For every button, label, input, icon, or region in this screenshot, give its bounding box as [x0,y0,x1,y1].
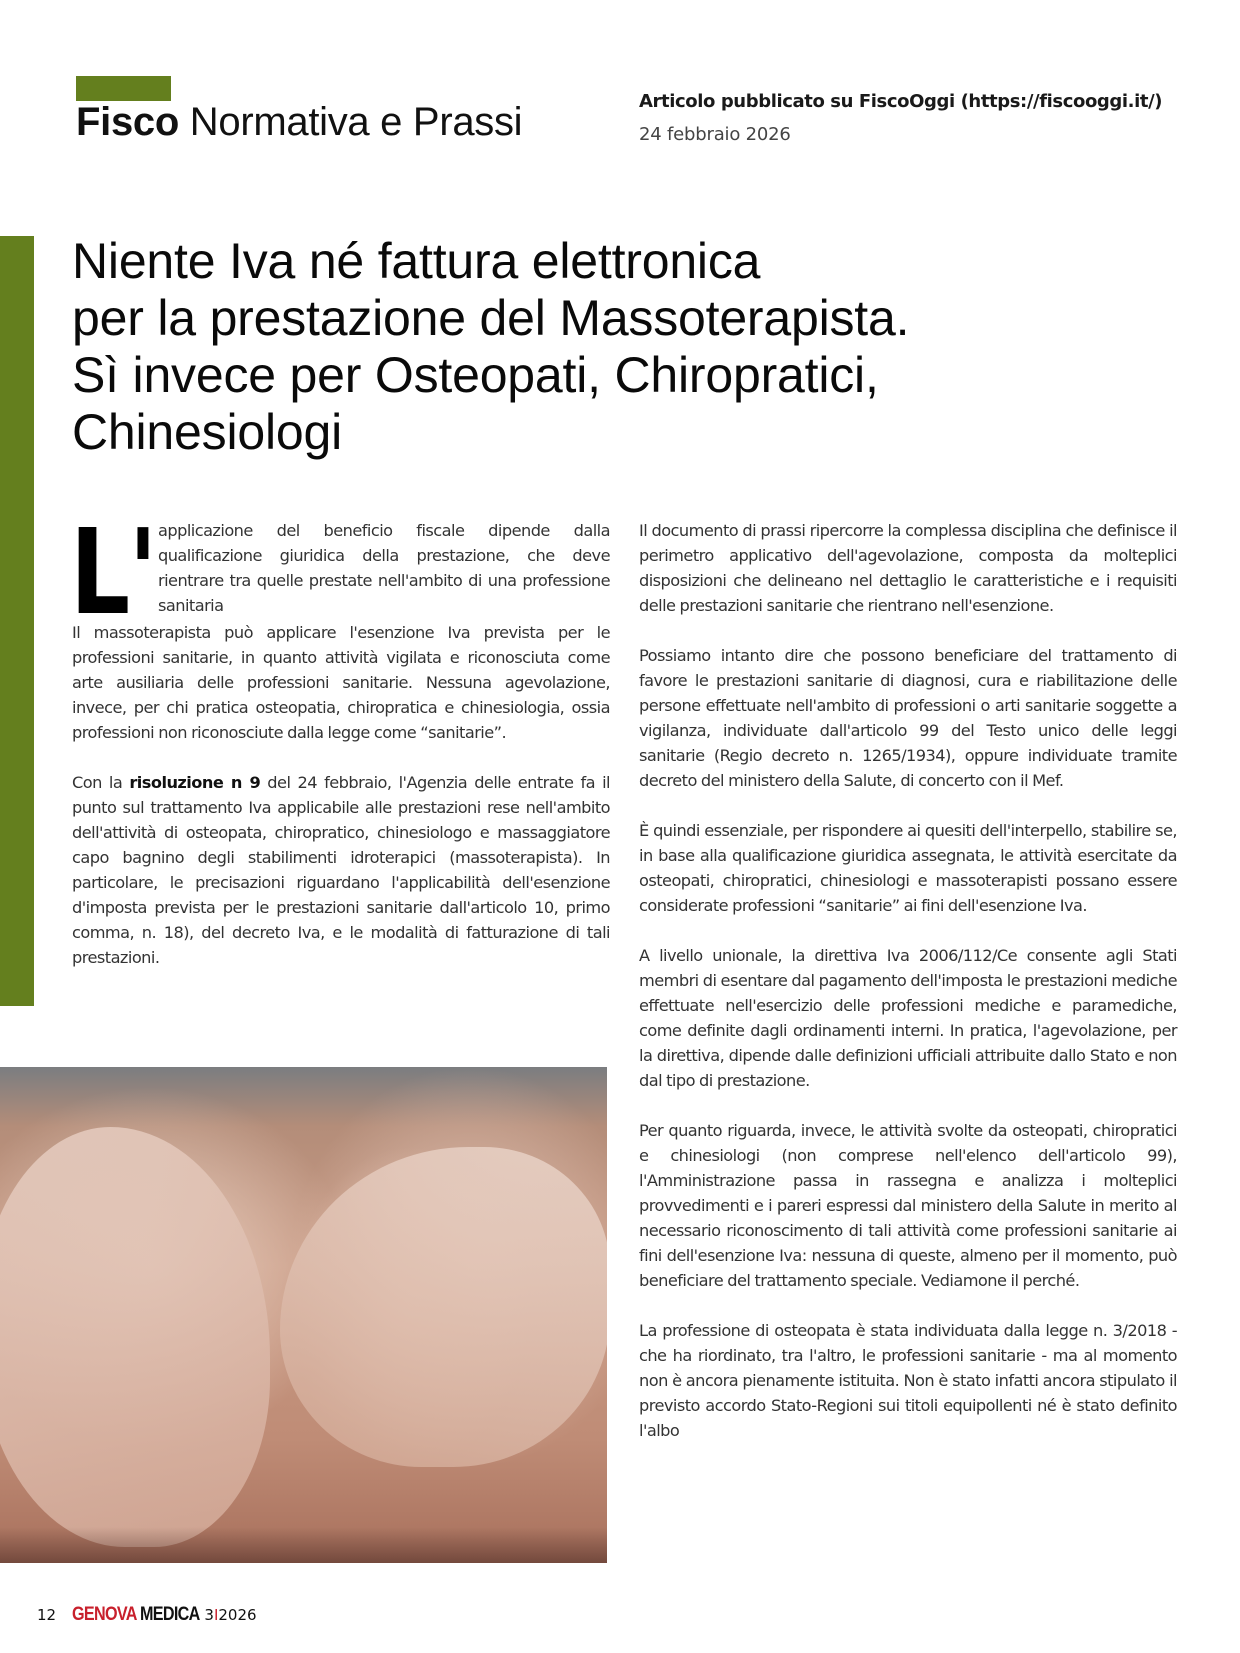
body-paragraph: È quindi essenziale, per rispondere ai quesiti dell'interpello, stabilire se, in base alla qualificazione giuridica assegnata, le attività esercitate da osteopati, chiropratici, chinesiologi e massoterapisti possano essere considerate professioni “sanitarie” ai fini dell'esenzione Iva. [639,821,1177,915]
page-footer [37,1604,257,1628]
body-paragraph: Possiamo intanto dire che possono beneficiare del trattamento di favore le prestazioni sanitarie di diagnosi, cura e riabilitazione delle persone effettuate nell'ambito di professioni o arti sanitarie soggette a vigilanza, individuate dall'articolo 99 del Testo unico delle leggi sanitarie (Regio decreto n. 1265/1934), oppure individuate tramite decreto del ministero della Salute, di concerto con il Mef. [639,646,1177,790]
body-paragraph-risoluzione [72,770,610,970]
issue-year: 2026 [218,1606,257,1624]
photo-shadow [0,1527,607,1563]
publication-date: 24 febbraio 2026 [639,124,791,145]
section-title-rest: Normativa e Prassi [178,100,523,144]
photo-hand-right [280,1147,607,1467]
body-paragraph: A livello unionale, la direttiva Iva 2006/112/Ce consente agli Stati membri di esentare dal pagamento dell'imposta le prestazioni mediche effettuate nell'esercizio delle professioni mediche e paramediche, come definite dagli ordinamenti interni. In pratica, l'agevolazione, per la direttiva, dipende dalle definizioni ufficiali attribuite dallo Stato e non dal tipo di prestazione. [639,946,1177,1090]
headline-line: Chinesiologi [72,404,342,460]
drop-cap: L' [70,503,156,641]
headline-line: Niente Iva né fattura elettronica [72,233,761,289]
body-paragraph: Il massoterapista può applicare l'esenzione Iva prevista per le professioni sanitarie, in quanto attività vigilata e riconosciuta come arte ausiliaria delle professioni sanitarie. Nessuna agevolazione, invece, per chi pratica osteopatia, chiropratica e chinesiologia, ossia professioni non riconosciute dalla legge come “sanitarie”. [72,623,610,742]
side-accent-bar [0,236,34,1006]
article-column-right [639,518,1177,1468]
lead-paragraph: applicazione del beneficio fiscale dipende dalla qualificazione giuridica della prestazione, che deve rientrare tra quelle prestate nell'ambito di una professione sanitaria [158,521,610,615]
brand-genova: GENOVA [72,1604,137,1625]
risoluzione-link-text: risoluzione n 9 [129,773,261,792]
page-number: 12 [37,1606,57,1624]
massage-photo [0,1067,607,1563]
issue-separator: I [213,1606,219,1624]
issue-number [204,1606,256,1624]
issue-num: 3 [204,1606,214,1624]
headline-line: Sì invece per Osteopati, Chiropratici, [72,347,879,403]
text-run: del 24 febbraio, l'Agenzia delle entrate fa il punto sul trattamento Iva applicabile alle prestazioni rese nell'ambito dell'attività di osteopata, chiropratico, chinesiologo e massaggiatore capo bagnino degli stabilimenti idroterapici (massoterapista). In particolare, le precisazioni riguardano l'applicabilità dell'esenzione d'imposta prevista per le prestazioni sanitarie dall'articolo 10, primo comma, n. 18), del decreto Iva, e le modalità di fatturazione di tali prestazioni. [72,773,611,967]
body-paragraph: La professione di osteopata è stata individuata dalla legge n. 3/2018 - che ha riordinato, tra l'altro, le professioni sanitarie - ma al momento non è ancora pienamente istituita. Non è stato infatti ancora stipulato il previsto accordo Stato-Regioni sui titoli equipollenti né è stato definito l'albo [639,1321,1177,1440]
article-column-left [70,503,611,995]
text-run: Con la [72,773,130,792]
section-title-bold: Fisco [76,100,179,144]
brand-medica: MEDICA [140,1604,200,1625]
section-title [76,100,522,145]
photo-hand-left [0,1127,270,1547]
article-headline [72,233,909,461]
source-credit: Articolo pubblicato su FiscoOggi (https://fiscooggi.it/) [639,91,1163,112]
body-paragraph: Il documento di prassi ripercorre la complessa disciplina che definisce il perimetro applicativo dell'agevolazione, composta da molteplici disposizioni che delineano nel dettaglio le caratteristiche e i requisiti delle prestazioni sanitarie che rientrano nell'esenzione. [639,521,1177,615]
section-color-tab [76,76,171,101]
headline-line: per la prestazione del Massoterapista. [72,290,910,346]
body-paragraph: Per quanto riguarda, invece, le attività svolte da osteopati, chiropratici e chinesiologi (non comprese nell'elenco dell'articolo 99), l'Amministrazione passa in rassegna e analizza i molteplici provvedimenti e i pareri espressi dal ministero della Salute in merito al necessario riconoscimento di tali attività come professioni sanitarie ai fini dell'esenzione Iva: nessuna di queste, almeno per il momento, può beneficiare del trattamento speciale. Vediamone il perché. [639,1121,1177,1290]
